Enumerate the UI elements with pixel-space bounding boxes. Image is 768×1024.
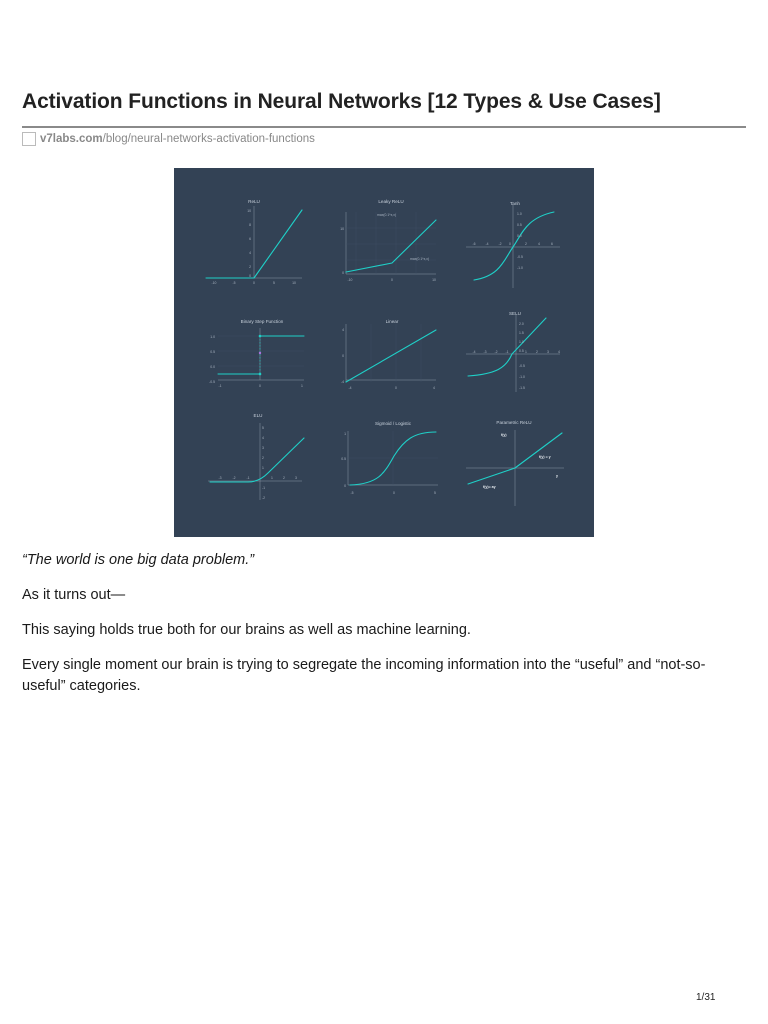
elu-xtick: 2 <box>283 476 285 480</box>
relu-ytick: 2 <box>249 265 251 269</box>
source-domain[interactable]: v7labs.com <box>40 133 103 145</box>
sigmoid-ytick: 0 <box>344 484 346 488</box>
selu-ytick: 1.5 <box>519 331 524 335</box>
sigmoid-ytick: 0.5 <box>341 457 346 461</box>
tanh-ytick: 1.0 <box>517 212 522 216</box>
selu-xtick: 4 <box>558 350 560 354</box>
step-ytick: 0.0 <box>210 365 215 369</box>
step-xtick: 0 <box>259 384 261 388</box>
leaky-note: max(0.1*x,x) <box>410 257 430 261</box>
relu-xtick: -10 <box>211 281 217 285</box>
paragraph: This saying holds true both for our brains as well as machine learning. <box>22 622 471 638</box>
sigmoid-xtick: -5 <box>350 491 354 495</box>
linear-ytick: 0 <box>342 354 344 358</box>
prelu-positive-label: f(y) = y <box>539 455 551 459</box>
elu-title: ELU <box>253 413 263 418</box>
selu-ytick: -1.5 <box>519 386 525 390</box>
prelu-axis-label: f(y) <box>501 433 507 437</box>
step-xtick: 1 <box>301 384 303 388</box>
selu-ytick: 1.0 <box>519 340 524 344</box>
relu-xtick: 5 <box>273 281 275 285</box>
elu-ytick: 2 <box>262 456 264 460</box>
link-icon <box>22 132 36 146</box>
tanh-xtick: -4 <box>485 242 489 246</box>
linear-xtick: 0 <box>395 386 397 390</box>
selu-ytick: -0.5 <box>519 364 525 368</box>
selu-xtick: -1 <box>505 350 509 354</box>
relu-ytick: 10 <box>247 209 251 213</box>
elu-xtick: 1 <box>271 476 273 480</box>
elu-xtick: -3 <box>218 476 222 480</box>
tanh-xtick: -2 <box>498 242 502 246</box>
parametric-relu-title: Parametric ReLU <box>496 420 532 425</box>
elu-xtick: -2 <box>232 476 236 480</box>
elu-xtick: -1 <box>246 476 250 480</box>
prelu-negative-label: f(y)= ay <box>483 485 496 489</box>
step-ytick: 1.0 <box>210 335 215 339</box>
relu-ytick: 0 <box>249 274 251 278</box>
tanh-ytick: -1.0 <box>517 266 523 270</box>
selu-xtick: 2 <box>536 350 538 354</box>
selu-xtick: 3 <box>547 350 549 354</box>
leaky-relu-title: Leaky ReLU <box>378 199 404 204</box>
tanh-ytick: -0.5 <box>517 255 523 259</box>
paragraph: As it turns out— <box>22 587 126 603</box>
linear-ytick: 4 <box>342 328 344 332</box>
relu-xtick: 10 <box>292 281 296 285</box>
article-title: Activation Functions in Neural Networks [12 Types & Use Cases] <box>22 90 661 113</box>
linear-title: Linear <box>385 319 399 324</box>
relu-xtick: -5 <box>232 281 236 285</box>
linear-ytick: -4 <box>340 380 344 384</box>
leaky-ytick: 0 <box>342 271 344 275</box>
tanh-xtick: 0 <box>509 242 511 246</box>
elu-ytick: 4 <box>262 436 264 440</box>
binary-step-title: Binary Step Function <box>240 319 284 324</box>
source-path[interactable]: /blog/neural-networks-activation-functions <box>102 133 315 145</box>
tanh-ytick: 0.0 <box>517 234 522 238</box>
elu-ytick: 3 <box>262 446 264 450</box>
relu-ytick: 6 <box>249 237 251 241</box>
step-ytick: -0.5 <box>209 380 215 384</box>
activation-functions-figure <box>174 168 594 537</box>
source-line[interactable] <box>22 132 315 146</box>
selu-xtick: -2 <box>494 350 498 354</box>
tanh-xtick: -6 <box>472 242 476 246</box>
sigmoid-title: Sigmoid / Logistic <box>374 421 412 426</box>
paragraph: Every single moment our brain is trying to segregate the incoming information into the “useful” and “not-so-useful” categories. <box>22 657 706 694</box>
leaky-xtick: 10 <box>432 278 436 282</box>
tanh-ytick: 0.5 <box>517 223 522 227</box>
selu-ytick: 2.0 <box>519 322 524 326</box>
selu-xtick: -3 <box>483 350 487 354</box>
elu-ytick: -2 <box>262 496 266 500</box>
linear-xtick: -4 <box>348 386 352 390</box>
relu-ytick: 8 <box>249 223 251 227</box>
tanh-xtick: 4 <box>538 242 540 246</box>
title-divider <box>22 126 746 128</box>
leaky-ytick: 10 <box>340 227 344 231</box>
tanh-xtick: 6 <box>551 242 553 246</box>
step-ytick: 0.5 <box>210 350 215 354</box>
sigmoid-xtick: 0 <box>393 491 395 495</box>
elu-ytick: -1 <box>262 486 266 490</box>
quote: “The world is one big data problem.” <box>22 552 255 568</box>
selu-ytick: 0.5 <box>519 349 524 353</box>
leaky-note: max(0.1*x,x) <box>377 213 397 217</box>
step-xtick: -1 <box>218 384 222 388</box>
selu-xtick: -4 <box>472 350 476 354</box>
elu-xtick: 3 <box>295 476 297 480</box>
prelu-x-label: y <box>556 474 558 478</box>
elu-ytick: 5 <box>262 426 264 430</box>
relu-xtick: 0 <box>253 281 255 285</box>
relu-ytick: 4 <box>249 251 251 255</box>
selu-ytick: -1.0 <box>519 375 525 379</box>
selu-title: SELU <box>508 311 522 316</box>
page-number: 1/31 <box>696 992 716 1003</box>
tanh-title: Tanh <box>510 201 520 206</box>
relu-title: ReLU <box>248 199 260 204</box>
tanh-xtick: 2 <box>525 242 527 246</box>
sigmoid-xtick: 5 <box>434 491 436 495</box>
elu-ytick: 1 <box>262 466 264 470</box>
selu-xtick: 1 <box>525 350 527 354</box>
leaky-xtick: 0 <box>391 278 393 282</box>
leaky-xtick: -10 <box>347 278 353 282</box>
sigmoid-ytick: 1 <box>344 432 346 436</box>
linear-xtick: 4 <box>433 386 435 390</box>
